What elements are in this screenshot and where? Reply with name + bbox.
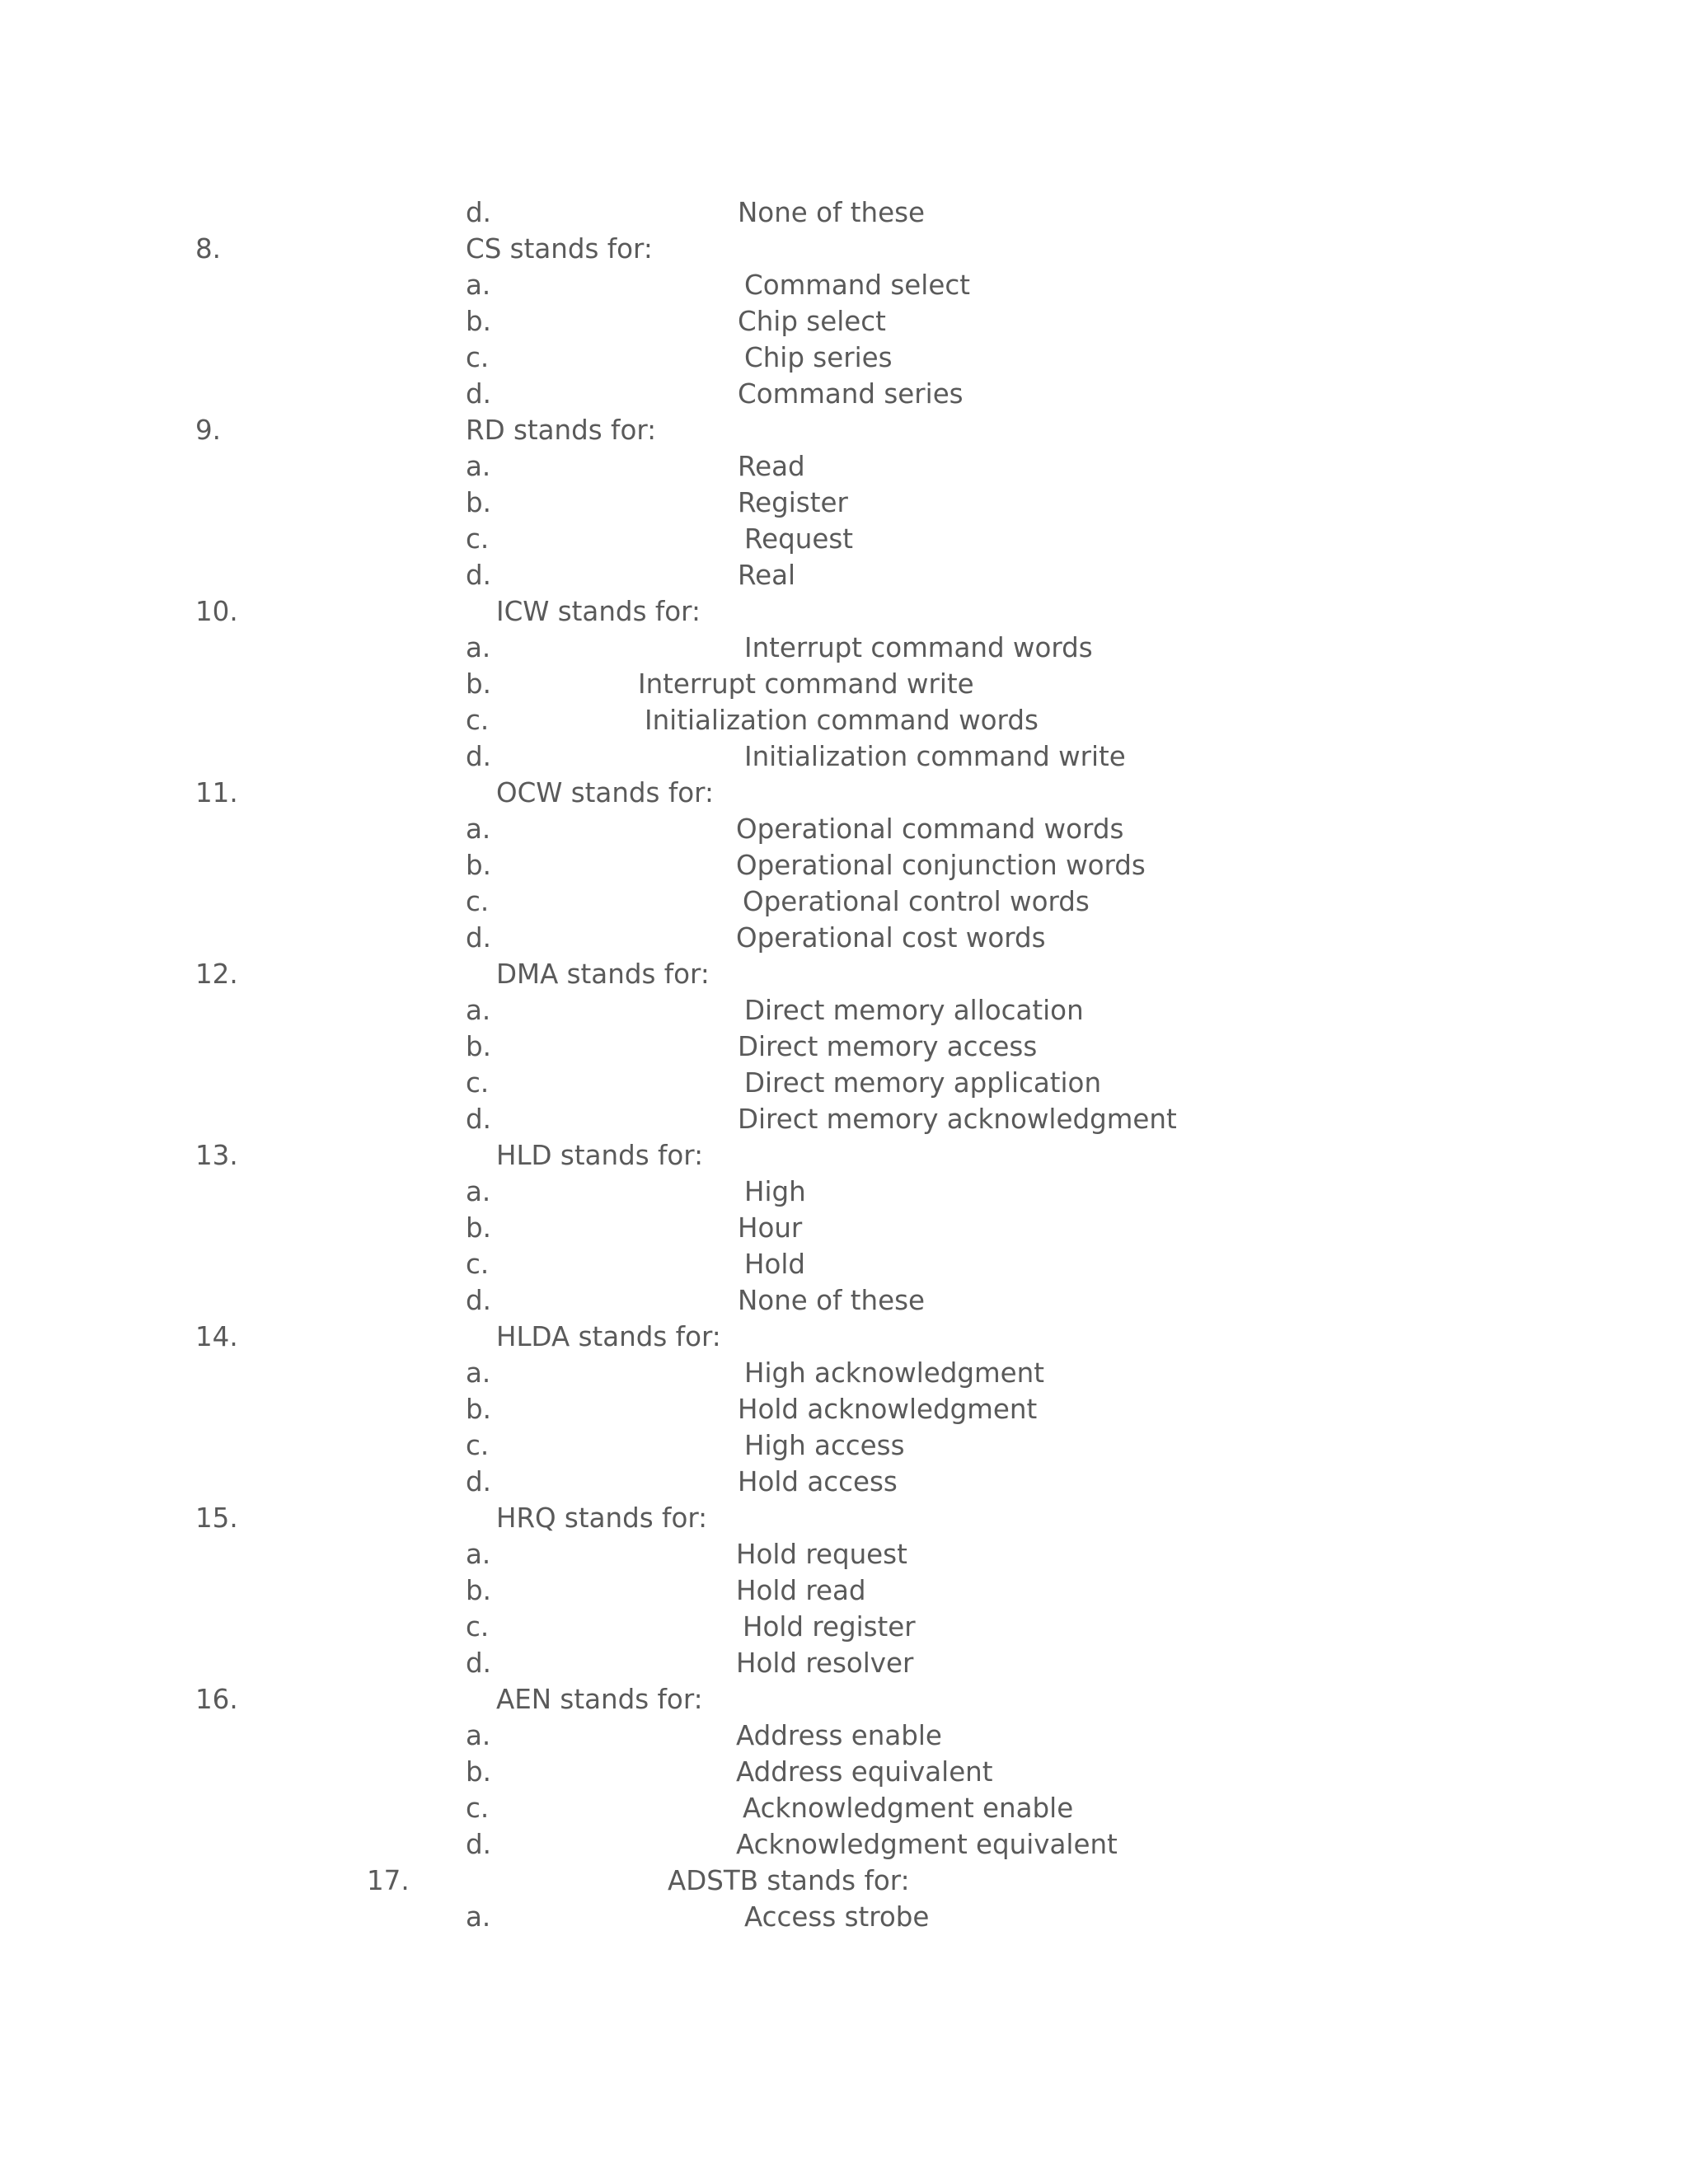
question-text: ADSTB stands for:	[668, 1865, 910, 1896]
option-text: Hold access	[738, 1466, 898, 1497]
list-item: None of these	[738, 197, 926, 228]
option-text: Chip series	[744, 342, 893, 373]
question-number: 16.	[195, 1684, 238, 1715]
option-letter: c.	[466, 1430, 490, 1461]
option-text: Address enable	[736, 1720, 942, 1751]
option-text: High acknowledgment	[744, 1357, 1044, 1389]
option-letter: b.	[466, 850, 491, 881]
option-text: Interrupt command words	[744, 632, 1093, 663]
option-letter: d.	[466, 197, 491, 228]
option-text: Initialization command write	[744, 741, 1126, 772]
option-letter: c.	[466, 523, 490, 555]
option-text: Acknowledgment enable	[743, 1793, 1074, 1824]
question-number: 12.	[195, 958, 238, 990]
option-letter: d.	[466, 1829, 491, 1860]
option-letter: a.	[466, 813, 491, 845]
option-letter: b.	[466, 1756, 491, 1788]
option-text: Hold resolver	[736, 1647, 914, 1679]
option-letter: d.	[466, 560, 491, 591]
option-text: Address equivalent	[736, 1756, 993, 1788]
option-letter: a.	[466, 1357, 491, 1389]
option-text: Operational cost words	[736, 922, 1046, 954]
question-text: CS stands for:	[466, 233, 653, 265]
question-text: DMA stands for:	[496, 958, 710, 990]
option-letter: a.	[466, 269, 491, 301]
option-letter: b.	[466, 668, 491, 700]
option-letter: b.	[466, 306, 491, 337]
question-number: 8.	[195, 233, 222, 265]
option-text: Direct memory allocation	[744, 995, 1084, 1026]
option-text: Request	[744, 523, 854, 555]
question-text: RD stands for:	[466, 415, 657, 446]
option-text: Access strobe	[744, 1901, 930, 1933]
option-letter: b.	[466, 1212, 491, 1244]
option-text: Direct memory application	[744, 1067, 1102, 1099]
option-text: Read	[738, 451, 805, 482]
option-letter: a.	[466, 1176, 491, 1207]
option-letter: b.	[466, 1394, 491, 1425]
option-text: Acknowledgment equivalent	[736, 1829, 1118, 1860]
option-letter: c.	[466, 886, 490, 917]
question-number: 17.	[367, 1865, 410, 1896]
option-text: Command series	[738, 378, 964, 410]
option-text: Interrupt command write	[638, 668, 974, 700]
option-text: Hold read	[736, 1575, 866, 1606]
option-letter: b.	[466, 1575, 491, 1606]
option-text: Hold request	[736, 1539, 907, 1570]
option-text: Operational command words	[736, 813, 1124, 845]
question-number: 9.	[195, 415, 222, 446]
option-letter: b.	[466, 1031, 491, 1062]
option-text: Hour	[738, 1212, 803, 1244]
option-letter: c.	[466, 1793, 490, 1824]
option-letter: a.	[466, 1901, 491, 1933]
option-letter: a.	[466, 995, 491, 1026]
option-letter: d.	[466, 1466, 491, 1497]
question-text: HRQ stands for:	[496, 1502, 708, 1534]
option-letter: a.	[466, 632, 491, 663]
option-letter: d.	[466, 922, 491, 954]
option-text: Register	[738, 487, 848, 518]
question-text: AEN stands for:	[496, 1684, 703, 1715]
option-letter: d.	[466, 741, 491, 772]
option-text: High	[744, 1176, 806, 1207]
option-letter: c.	[466, 1611, 490, 1643]
question-number: 15.	[195, 1502, 238, 1534]
option-text: Operational conjunction words	[736, 850, 1146, 881]
option-letter: c.	[466, 1067, 490, 1099]
option-text: Direct memory acknowledgment	[738, 1104, 1177, 1135]
option-letter: d.	[466, 1285, 491, 1316]
question-text: OCW stands for:	[496, 777, 714, 808]
question-number: 13.	[195, 1140, 238, 1171]
option-letter: d.	[466, 1104, 491, 1135]
option-text: Command select	[744, 269, 970, 301]
question-text: HLD stands for:	[496, 1140, 704, 1171]
option-text: Hold acknowledgment	[738, 1394, 1038, 1425]
option-text: Initialization command words	[645, 705, 1039, 736]
option-letter: c.	[466, 1249, 490, 1280]
question-number: 11.	[195, 777, 238, 808]
option-text: Operational control words	[743, 886, 1090, 917]
option-text: Direct memory access	[738, 1031, 1038, 1062]
option-text: High access	[744, 1430, 905, 1461]
option-text: Chip select	[738, 306, 886, 337]
option-text: Hold register	[743, 1611, 916, 1643]
option-text: None of these	[738, 1285, 926, 1316]
question-number: 10.	[195, 596, 238, 627]
option-letter: a.	[466, 451, 491, 482]
option-letter: c.	[466, 705, 490, 736]
option-letter: a.	[466, 1539, 491, 1570]
option-letter: a.	[466, 1720, 491, 1751]
option-letter: d.	[466, 378, 491, 410]
option-text: Hold	[744, 1249, 805, 1280]
question-text: ICW stands for:	[496, 596, 701, 627]
question-text: HLDA stands for:	[496, 1321, 721, 1352]
option-letter: c.	[466, 342, 490, 373]
question-number: 14.	[195, 1321, 238, 1352]
option-text: Real	[738, 560, 796, 591]
option-letter: b.	[466, 487, 491, 518]
option-letter: d.	[466, 1647, 491, 1679]
